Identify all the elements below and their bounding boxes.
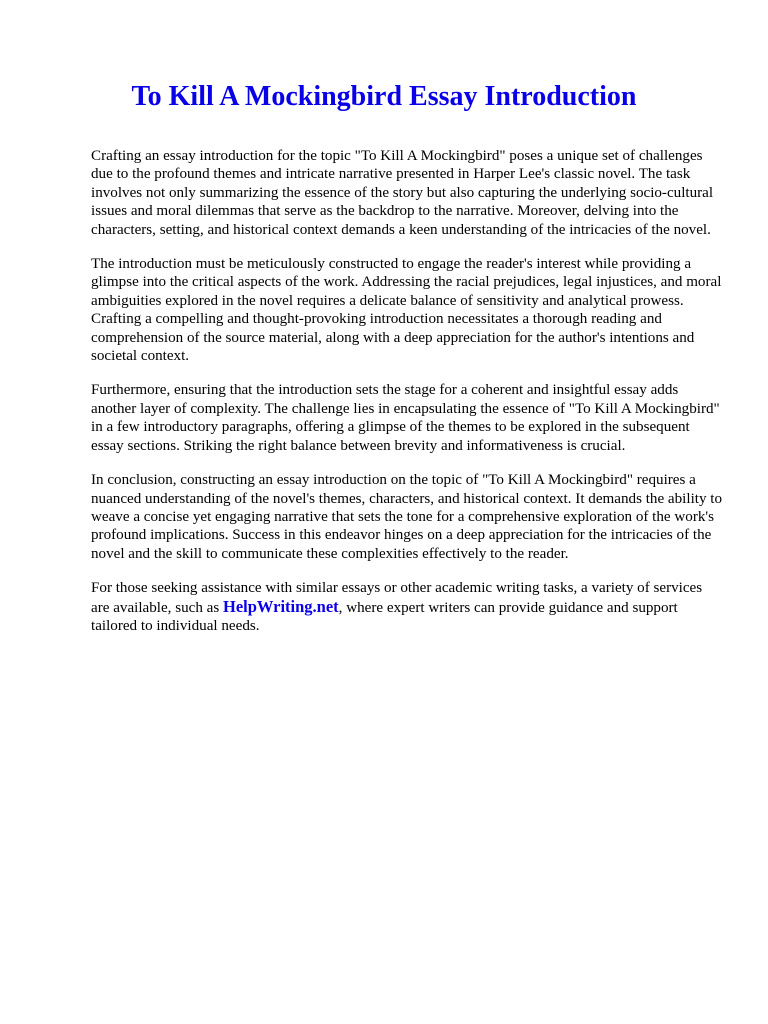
helpwriting-link[interactable]: HelpWriting.net — [223, 596, 339, 616]
closing-text-after-link: , where expert writers can provide guidance and support tailored to individual needs. — [91, 599, 678, 634]
closing-text-before-link: For those seeking assistance with similar essays or other academic writing tasks, a variety of services are available, such as — [91, 580, 703, 616]
document-body — [91, 147, 723, 651]
paragraph-1: Crafting an essay introduction for the topic "To Kill A Mockingbird" poses a unique set of challenges due to the profound themes and intricate narrative presented in Harper Lee's classic novel. The task involves not only summarizing the essence of the story but also capturing the underlying socio-cultural issues and moral dilemmas that serve as the backdrop to the narrative. Moreover, delving into the characters, setting, and historical context demands a keen understanding of the intricacies of the novel. — [91, 148, 714, 238]
paragraph-2: The introduction must be meticulously constructed to engage the reader's interest while providing a glimpse into the critical aspects of the work. Addressing the racial prejudices, legal injustices, and moral ambiguities explored in the novel requires a delicate balance of sensitivity and analytical prowess. Crafting a compelling and thought-provoking introduction necessitates a thorough reading and comprehension of the source material, along with a deep appreciation for the author's intentions and societal context. — [91, 256, 722, 365]
paragraph-4: In conclusion, constructing an essay introduction on the topic of "To Kill A Mockingbird" requires a nuanced understanding of the novel's themes, characters, and historical context. It demands the ability to weave a concise yet engaging narrative that sets the tone for a comprehensive exploration of the work's profound implications. Success in this endeavor hinges on a deep appreciation for the intricacies of the novel and the skill to communicate these complexities effectively to the reader. — [91, 472, 723, 562]
page-title: To Kill A Mockingbird Essay Introduction — [131, 81, 637, 112]
paragraph-3: Furthermore, ensuring that the introduction sets the stage for a coherent and insightful essay adds another layer of complexity. The challenge lies in encapsulating the essence of "To Kill A Mockingbird" in a few introductory paragraphs, offering a glimpse of the themes to be explored in the subsequent essay sections. Striking the right balance between brevity and informativeness is crucial. — [91, 382, 720, 454]
paragraph-5 — [91, 579, 723, 635]
